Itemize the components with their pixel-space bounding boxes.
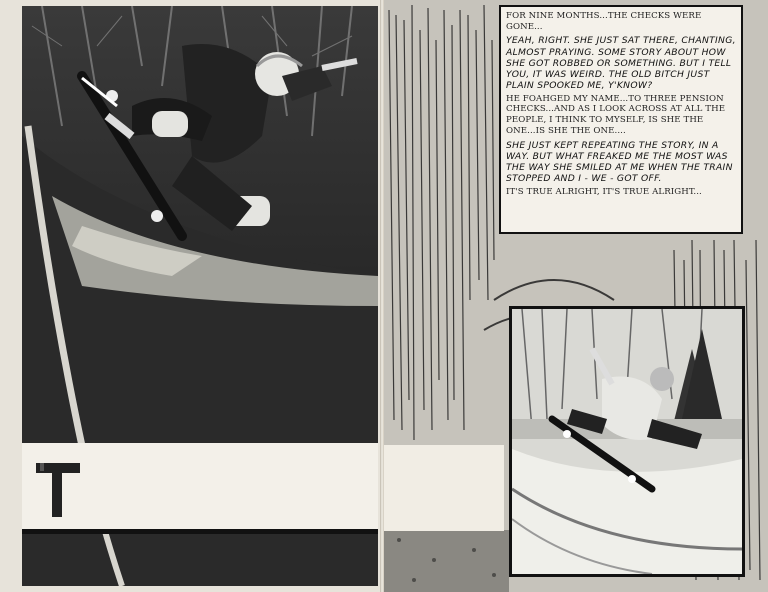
typed-paragraph-2: HE FOAHGED MY NAME...TO THREE PENSION CHECKS...AND AS I LOOK ACROSS AT ALL THE PEOPLE, I THINK TO MYSELF, IS SHE THE ONE...IS SHE THE ONE.... <box>506 93 726 136</box>
story-text-block <box>499 5 743 234</box>
drop-cap-t <box>34 455 82 521</box>
right-band <box>384 445 504 531</box>
handwritten-paragraph-1: YEAH, RIGHT. SHE JUST SAT THERE, CHANTING, ALMOST PRAYING. SOME STORY ABOUT HOW SHE GOT ROBBED OR SOMETHING. BUT I TELL YOU, IT WAS WEIRD. THE OLD BITCH JUST PLAIN SPOOKED ME, Y'KNOW? <box>506 35 736 91</box>
typed-line-3: IT'S TRUE ALRIGHT, IT'S TRUE ALRIGHT... <box>506 186 702 197</box>
typed-line-1: FOR NINE MONTHS...THE CHECKS WERE GONE... <box>506 11 702 32</box>
skater-photo-right <box>509 306 745 577</box>
handwritten-paragraph-2: SHE JUST KEPT REPEATING THE STORY, IN A WAY. BUT WHAT FREAKED ME THE MOST WAS THE WAY SHE SMILED AT ME WHEN THE TRAIN STOPPED AND I - WE - GOT OFF. <box>506 139 733 184</box>
title-band-rule <box>22 529 378 534</box>
